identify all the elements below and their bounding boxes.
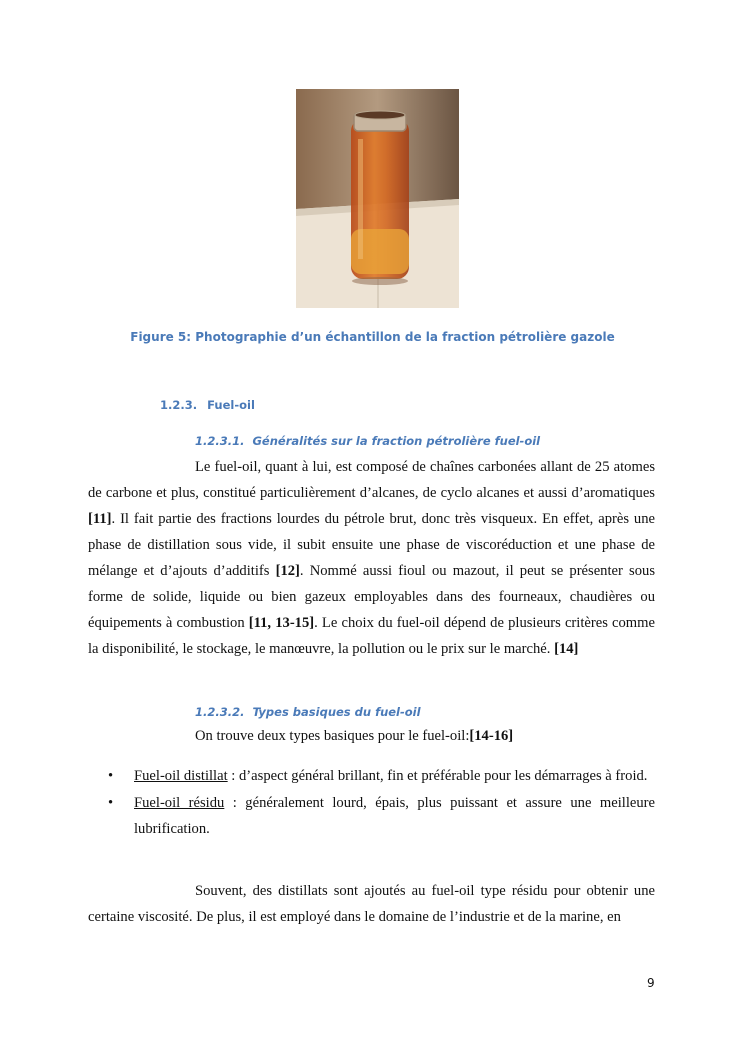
list-item-term: Fuel-oil résidu xyxy=(134,795,225,811)
list-item-term: Fuel-oil distillat xyxy=(134,768,228,784)
subsection-heading-2 xyxy=(195,705,421,719)
subsection-number-2: 1.2.3.2. xyxy=(195,705,245,719)
subsection-title-1: Généralités sur la fraction pétrolière fuel-oil xyxy=(252,434,541,448)
section-title: Fuel-oil xyxy=(207,398,255,412)
subsection-title-2: Types basiques du fuel-oil xyxy=(252,705,421,719)
paragraph-closing xyxy=(88,878,655,930)
citation: [14] xyxy=(554,641,579,657)
subsection-heading-1 xyxy=(195,434,540,448)
section-number: 1.2.3. xyxy=(160,398,198,412)
figure-caption: Figure 5: Photographie d’un échantillon de la fraction pétrolière gazole xyxy=(130,330,615,344)
types-intro xyxy=(195,728,513,745)
citation: [14-16] xyxy=(469,728,514,744)
fuel-sample-photo xyxy=(296,89,459,308)
list-item xyxy=(108,790,655,842)
bullet-icon: • xyxy=(108,795,114,811)
paragraph-text: Le fuel-oil, quant à lui, est composé de chaînes carbonées allant de 25 atomes de carbone et plus, constitué particulièrement d’alcanes, de cyclo alcanes et aussi d’aromatiques xyxy=(88,459,655,501)
paragraph-generalites xyxy=(88,454,655,662)
paragraph-text: Souvent, des distillats sont ajoutés au fuel-oil type résidu pour obtenir une certaine viscosité. De plus, il est employé dans le domaine de l’industrie et de la marine, en xyxy=(88,883,655,925)
paragraph-text: . Il fait partie des fractions lourdes du pétrole brut, donc très visqueux. En effet, après une phase de distillation sous vide, il subit ensuite une phase de viscoréduction et une phase de mélange et d’ajouts d’additifs xyxy=(88,511,655,579)
subsection-number-1: 1.2.3.1. xyxy=(195,434,245,448)
intro-text: On trouve deux types basiques pour le fuel-oil: xyxy=(195,728,470,744)
paragraph-text: . Le choix du fuel-oil dépend de plusieurs critères comme la disponibilité, le stockage, le manœuvre, la pollution ou le prix sur le marché. xyxy=(88,615,655,657)
list-item-text: : généralement lourd, épais, plus puissant et assure une meilleure lubrification. xyxy=(134,795,655,837)
list-item-text: : d’aspect général brillant, fin et préférable pour les démarrages à froid. xyxy=(227,768,648,784)
list-item xyxy=(108,763,655,789)
types-list xyxy=(108,763,655,843)
page-number: 9 xyxy=(647,976,655,990)
bullet-icon: • xyxy=(108,768,114,784)
paragraph-text: . Nommé aussi fioul ou mazout, il peut se présenter sous forme de solide, liquide ou bien gazeux employables dans des fourneaux, chaudières ou équipements à combustion xyxy=(88,563,655,631)
citation: [11] xyxy=(88,511,112,527)
section-heading xyxy=(160,398,255,412)
citation: [11, 13-15] xyxy=(248,615,315,631)
citation: [12] xyxy=(275,563,300,579)
